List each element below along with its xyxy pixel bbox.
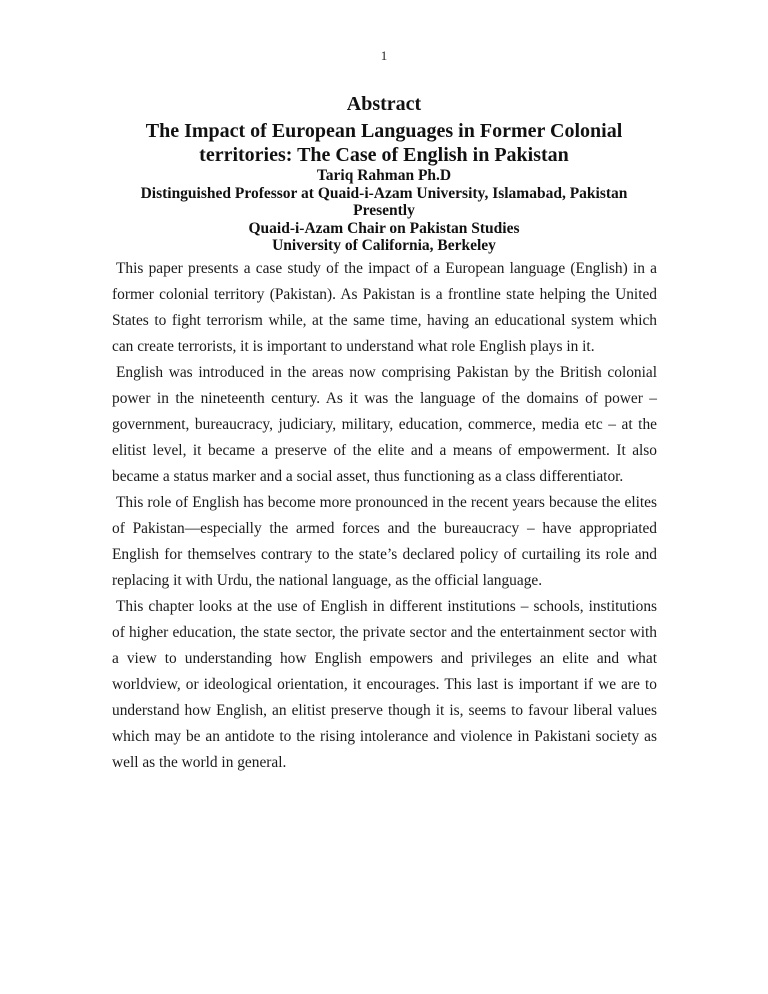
author-affiliation-3: Quaid-i-Azam Chair on Pakistan Studies xyxy=(248,219,520,237)
abstract-body xyxy=(112,256,657,776)
paper-title-line-1: The Impact of European Languages in Former Colonial xyxy=(145,120,623,142)
page-number: 1 xyxy=(380,48,388,63)
author-affiliation-4: University of California, Berkeley xyxy=(272,237,496,254)
abstract-paragraph-1: This paper presents a case study of the impact of a European language (English) in a former colonial territory (Pakistan). As Pakistan is a frontline state helping the United States to fight terrorism while, at the same time, having an educational system which can create terrorists, it is important to understand what role English plays in it. xyxy=(112,260,657,355)
abstract-paragraph-4: This chapter looks at the use of English in different institutions – schools, institutions of higher education, the state sector, the private sector and the entertainment sector with a view to understanding how English empowers and privileges an elite and what worldview, or ideological orientation, it encourages. This last is important if we are to understand how English, an elitist preserve though it is, seems to favour liberal values which may be an antidote to the rising intolerance and violence in Pakistani society as well as the world in general. xyxy=(112,598,657,771)
author-name: Tariq Rahman Ph.D xyxy=(316,167,452,184)
abstract-paragraph-2: English was introduced in the areas now comprising Pakistan by the British colonial power in the nineteenth century. As it was the language of the domains of power – government, bureaucracy, judiciary, military, education, commerce, media etc – at the elitist level, it became a preserve of the elite and a means of empowerment. It also became a status marker and a social asset, thus functioning as a class differentiator. xyxy=(112,364,657,485)
author-affiliation-2: Presently xyxy=(353,202,415,219)
document-header xyxy=(100,91,668,255)
section-heading: Abstract xyxy=(346,93,422,115)
author-affiliation-1: Distinguished Professor at Quaid-i-Azam University, Islamabad, Pakistan xyxy=(140,184,628,202)
paper-title-line-2: territories: The Case of English in Pakistan xyxy=(199,144,569,166)
abstract-paragraph-3: This role of English has become more pronounced in the recent years because the elites of Pakistan—especially the armed forces and the bureaucracy – have appropriated English for themselves contrary to the state’s declared policy of curtailing its role and replacing it with Urdu, the national language, as the official language. xyxy=(112,494,657,589)
